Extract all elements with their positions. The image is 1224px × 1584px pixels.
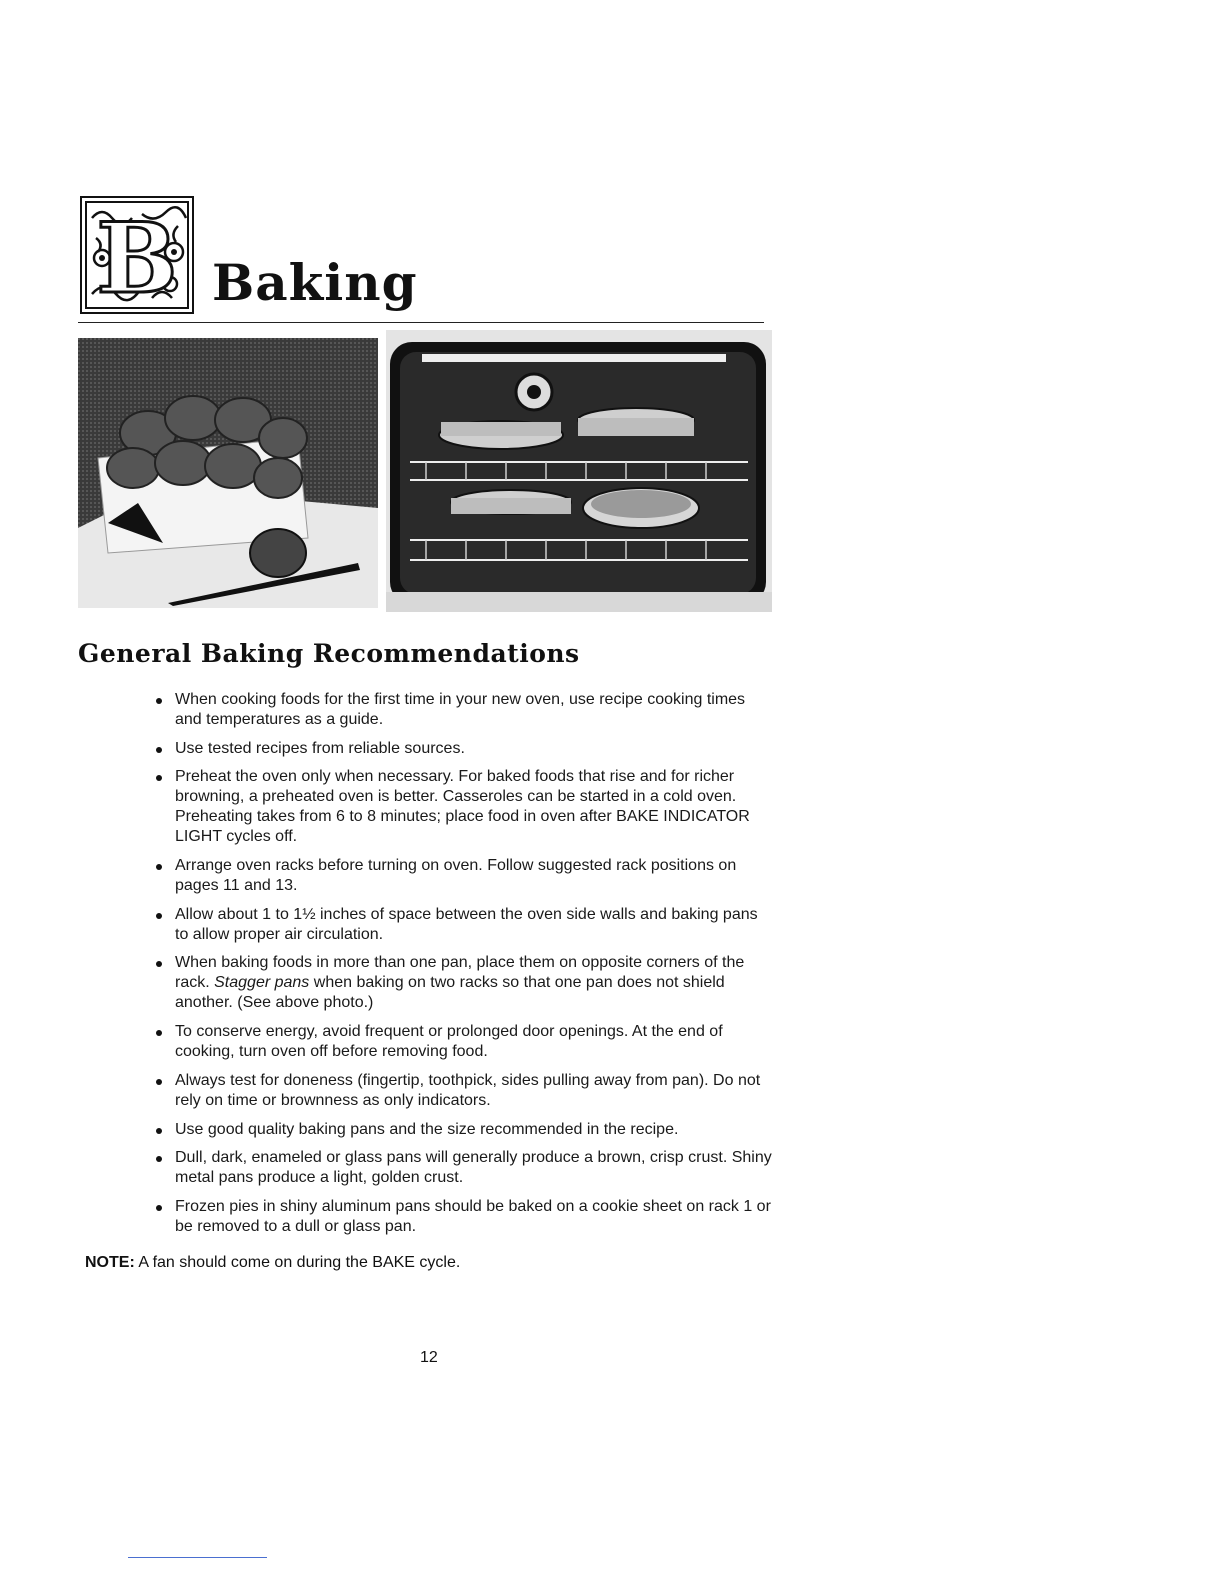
list-item: Always test for doneness (fingertip, toothpick, sides pulling away from pan). Do not rely on time or brownness as only indicators. xyxy=(154,1071,772,1111)
list-item: Arrange oven racks before turning on oven. Follow suggested rack positions on pages 11 and 13. xyxy=(154,856,772,896)
list-item: Use tested recipes from reliable sources. xyxy=(154,739,772,759)
ornamental-drop-cap xyxy=(80,196,194,314)
recommendations-list xyxy=(154,690,772,1246)
title-divider xyxy=(78,322,764,323)
page-number: 12 xyxy=(420,1349,438,1366)
footer-link-underline[interactable] xyxy=(128,1557,267,1558)
list-item: Use good quality baking pans and the size recommended in the recipe. xyxy=(154,1120,772,1140)
section-heading: General Baking Recommendations xyxy=(78,639,580,668)
note xyxy=(85,1253,460,1273)
list-item: When cooking foods for the first time in your new oven, use recipe cooking times and temperatures as a guide. xyxy=(154,690,772,730)
list-item: Allow about 1 to 1½ inches of space between the oven side walls and baking pans to allow proper air circulation. xyxy=(154,905,772,945)
list-item: Frozen pies in shiny aluminum pans should be baked on a cookie sheet on rack 1 or be removed to a dull or glass pan. xyxy=(154,1197,772,1237)
list-item: Preheat the oven only when necessary. For baked foods that rise and for richer browning, a preheated oven is better. Casseroles can be started in a cold oven. Preheating takes from 6 to 8 minutes; place food in oven after BAKE INDICATOR LIGHT cycles off. xyxy=(154,767,772,847)
drop-cap-letter: B xyxy=(96,202,178,312)
emphasis-text: Stagger pans xyxy=(214,974,310,992)
page-title: Baking xyxy=(212,253,418,312)
note-label: NOTE: xyxy=(85,1254,135,1271)
floral-ornament-icon xyxy=(82,198,192,312)
muffins-photo xyxy=(78,338,378,608)
list-item: When baking foods in more than one pan, place them on opposite corners of the rack. Stagger pans when baking on two racks so that one pan does not shield another. (See above photo.) xyxy=(154,953,772,1013)
oven-racks-photo xyxy=(386,330,772,612)
list-item: To conserve energy, avoid frequent or prolonged door openings. At the end of cooking, turn oven off before removing food. xyxy=(154,1022,772,1062)
note-text: A fan should come on during the BAKE cycle. xyxy=(138,1254,461,1271)
list-item: Dull, dark, enameled or glass pans will generally produce a brown, crisp crust. Shiny metal pans produce a light, golden crust. xyxy=(154,1148,772,1188)
